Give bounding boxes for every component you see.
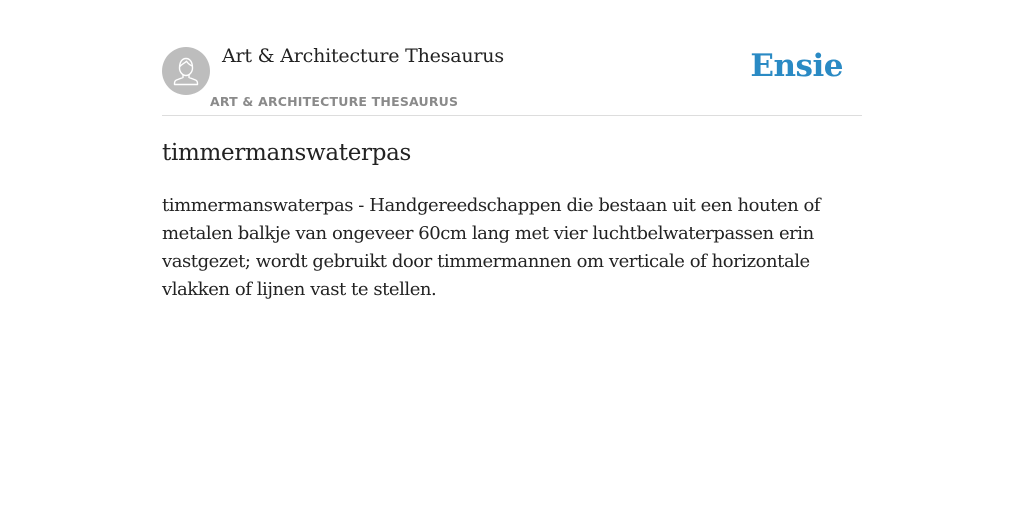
user-avatar-icon [162, 47, 210, 95]
brand-logo[interactable]: Ensie [750, 48, 843, 84]
author-name[interactable]: Art & Architecture Thesaurus [222, 45, 504, 67]
article-title: timmermanswaterpas [162, 140, 412, 166]
article-text: timmermanswaterpas - Handgereedschappen die bestaan uit een houten of metalen balkje van ongeveer 60cm lang met vier luchtbelwaterpassen erin vastgezet; wordt gebruikt door timmermannen om verticale of horizontale vlakken of lijnen vast te stellen. [162, 195, 821, 300]
page-container [162, 0, 862, 300]
author-subtitle: ART & ARCHITECTURE THESAURUS [210, 94, 459, 109]
avatar[interactable] [162, 47, 210, 95]
page-header [162, 0, 862, 116]
